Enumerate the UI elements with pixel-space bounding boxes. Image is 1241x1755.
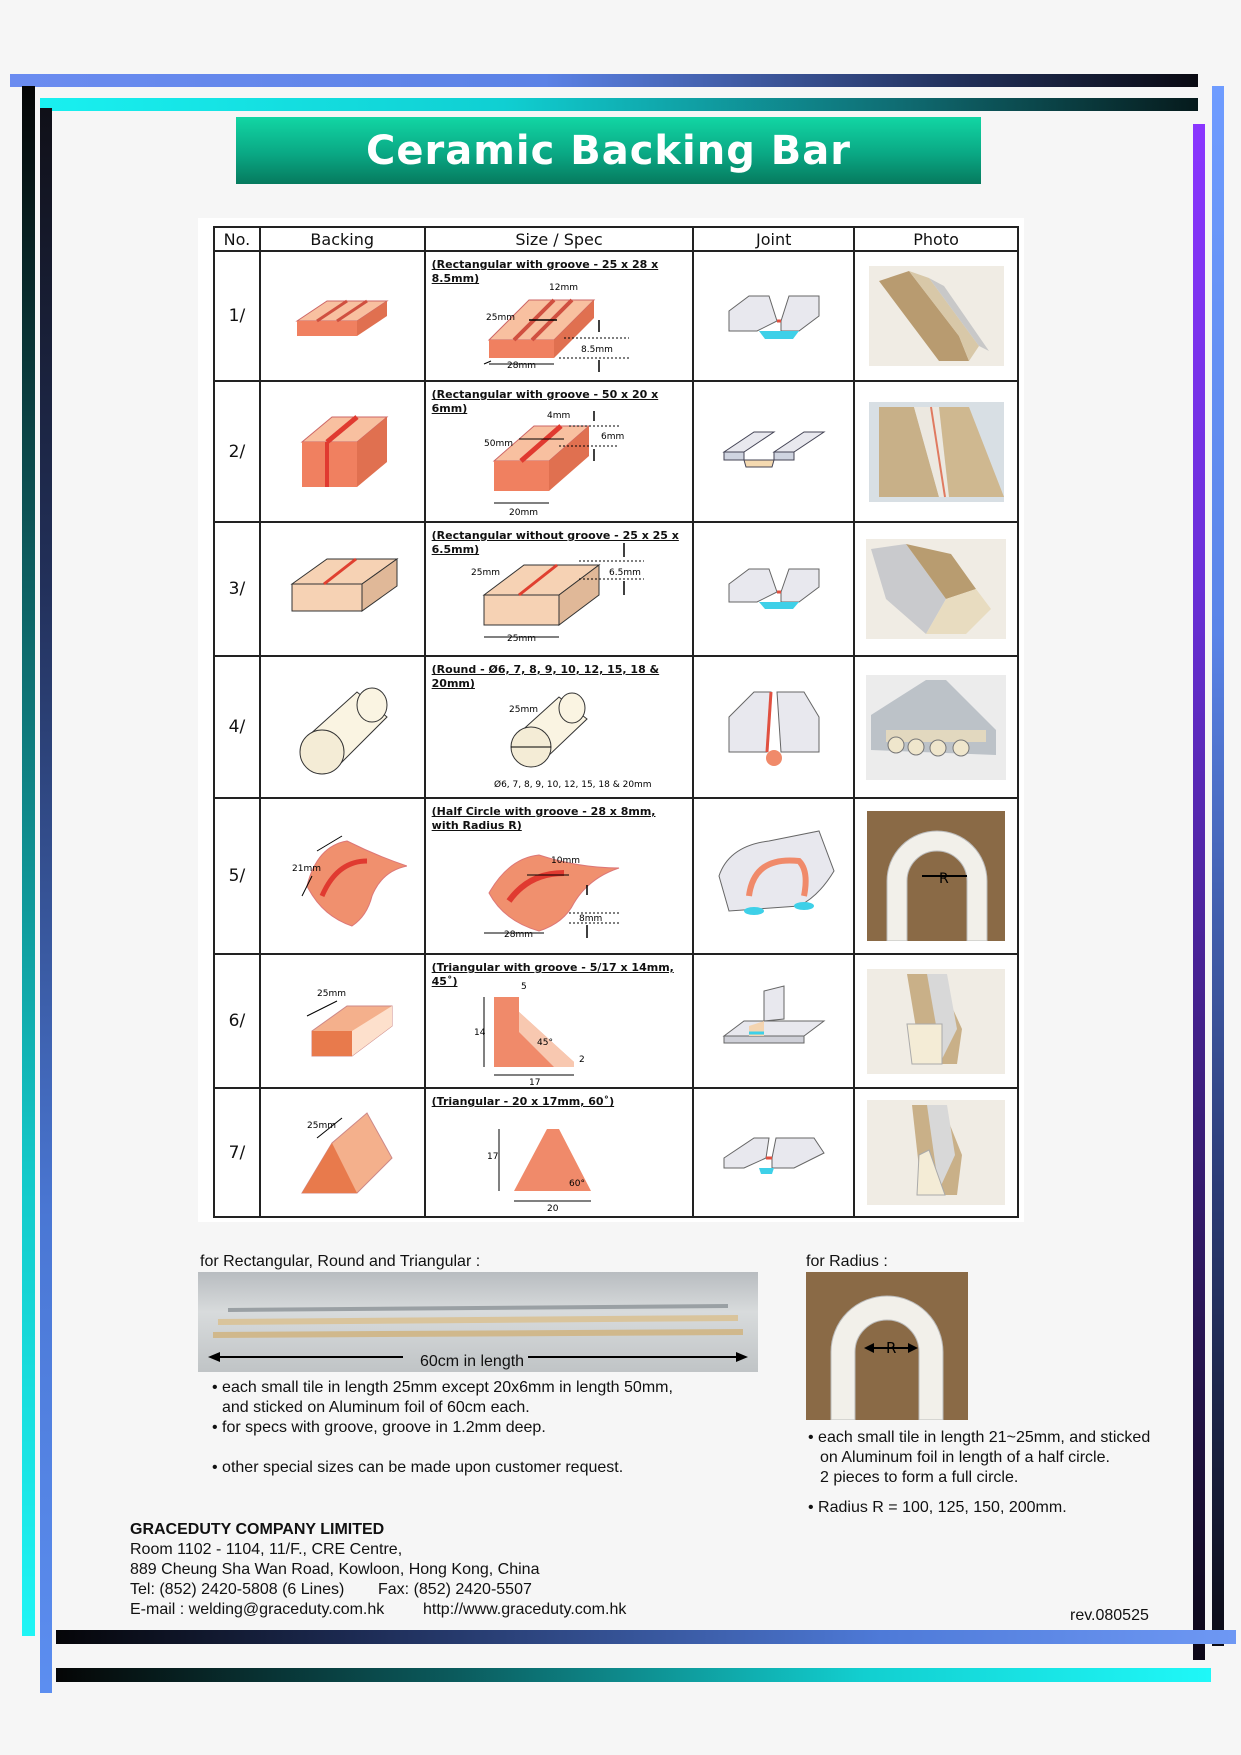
note-line: and sticked on Aluminum foil of 60cm each.	[222, 1399, 530, 1416]
dim-label: 6.5mm	[608, 568, 641, 578]
spec-drawing	[425, 522, 694, 656]
dim-label: 28mm	[503, 930, 533, 940]
dim-label: 2	[578, 1055, 585, 1065]
dim-label: 17	[528, 1078, 541, 1087]
header-backing: Backing	[260, 227, 425, 251]
joint-drawing	[693, 656, 854, 798]
spec-title-line2: with Radius R)	[431, 819, 522, 832]
company-name: GRACEDUTY COMPANY LIMITED	[130, 1521, 385, 1538]
notes-left-heading: for Rectangular, Round and Triangular :	[200, 1253, 481, 1270]
row-number: 4/	[214, 656, 260, 798]
backing-drawing	[260, 1088, 425, 1217]
rect-groove-backing-icon	[287, 281, 397, 351]
page-title-banner	[236, 117, 981, 184]
joint-drawing	[693, 954, 854, 1088]
dim-label: 25mm	[508, 705, 538, 715]
note-line: • each small tile in length 25mm except 20x6mm in length 50mm,	[212, 1379, 673, 1396]
backing-strip-photo	[198, 1272, 758, 1372]
radius-backing-photo	[806, 1272, 968, 1420]
note-line: • for specs with groove, groove in 1.2mm deep.	[212, 1419, 546, 1436]
dim-label: 14	[473, 1028, 486, 1038]
dim-label: 10mm	[550, 856, 580, 866]
table-row	[214, 1088, 1018, 1217]
backing-drawing	[260, 381, 425, 522]
row-number: 2/	[214, 381, 260, 522]
frame-bar-bottom	[56, 1668, 1211, 1682]
dim-label: 25mm	[470, 568, 500, 578]
backing-rod-photo-icon	[866, 675, 1006, 780]
pipe-joint-icon	[709, 826, 839, 926]
dim-label: 17	[486, 1152, 499, 1162]
spec-table	[213, 226, 1019, 1218]
notes-right-heading: for Radius :	[806, 1253, 888, 1270]
row-number: 7/	[214, 1088, 260, 1217]
spec-title: (Triangular with groove - 5/17 x 14mm, 45˚)	[431, 961, 674, 988]
table-row	[214, 954, 1018, 1088]
company-email[interactable]: E-mail : welding@graceduty.com.hk	[130, 1601, 385, 1618]
joint-drawing	[693, 251, 854, 381]
note-line: • other special sizes can be made upon customer request.	[212, 1459, 624, 1476]
dim-label: 8.5mm	[580, 345, 613, 355]
note-line: on Aluminum foil in length of a half circle.	[820, 1449, 1110, 1466]
backing-drawing	[260, 251, 425, 381]
v-joint-icon	[714, 1118, 834, 1188]
strip-length-label: 60cm in length	[420, 1353, 525, 1370]
frame-bar-left	[22, 86, 35, 1636]
frame-bar-bottom-inner	[56, 1630, 1236, 1644]
backing-drawing	[260, 954, 425, 1088]
butt-joint-icon	[719, 554, 829, 624]
radius-backing-photo-icon	[867, 811, 1005, 941]
dim-label: 45°	[536, 1038, 553, 1048]
dim-label: 60°	[568, 1179, 585, 1189]
dim-label: 12mm	[548, 283, 578, 293]
revision-label: rev.080525	[1070, 1607, 1149, 1624]
table-row	[214, 522, 1018, 656]
spec-title: (Rectangular with groove - 50 x 20 x 6mm)	[431, 388, 659, 415]
round-backing-icon	[287, 677, 397, 777]
header-joint: Joint	[693, 227, 854, 251]
joint-drawing	[693, 798, 854, 954]
row-number: 6/	[214, 954, 260, 1088]
company-website-link[interactable]: http://www.graceduty.com.hk	[423, 1601, 627, 1618]
note-line: • each small tile in length 21~25mm, and sticked	[808, 1429, 1151, 1446]
spec-drawing	[425, 381, 694, 522]
joint-drawing	[693, 1088, 854, 1217]
joint-drawing	[693, 522, 854, 656]
butt-joint-icon	[719, 281, 829, 351]
rect-backing-icon	[282, 549, 402, 629]
note-line: 2 pieces to form a full circle.	[820, 1469, 1019, 1486]
row-number: 3/	[214, 522, 260, 656]
triangular-spec-icon	[429, 1101, 689, 1216]
product-photo	[854, 251, 1018, 381]
backing-drawing	[260, 798, 425, 954]
spec-drawing	[425, 656, 694, 798]
frame-bar-right	[1212, 86, 1224, 1646]
radius-label: R	[939, 871, 949, 887]
product-photo	[854, 798, 1018, 954]
page-title: Ceramic Backing Bar	[366, 127, 851, 174]
table-row	[214, 381, 1018, 522]
dim-label: 8mm	[578, 914, 603, 924]
company-fax: Fax: (852) 2420-5507	[378, 1581, 532, 1598]
row-number: 5/	[214, 798, 260, 954]
backing-roll-photo-icon	[869, 266, 1004, 366]
company-tel: Tel: (852) 2420-5808 (6 Lines)	[130, 1581, 345, 1598]
dim-label: 6mm	[600, 431, 625, 442]
triangular-backing-photo-icon	[867, 1100, 1005, 1205]
dim-label: 25mm	[506, 634, 536, 644]
table-row	[214, 251, 1018, 381]
dim-label: 28mm	[506, 361, 536, 371]
frame-bar-top	[10, 74, 1198, 87]
note-line: • Radius R = 100, 125, 150, 200mm.	[808, 1499, 1067, 1516]
header-no: No.	[214, 227, 260, 251]
company-address-line2: 889 Cheung Sha Wan Road, Kowloon, Hong Kong, China	[130, 1561, 540, 1578]
backing-roll-photo-icon	[866, 539, 1006, 639]
butt-joint-icon	[714, 412, 834, 492]
dim-label: 21mm	[292, 864, 322, 874]
frame-bar-right-inner	[1193, 124, 1205, 1660]
spec-drawing	[425, 954, 694, 1088]
dim-label: Ø6, 7, 8, 9, 10, 12, 15, 18 & 20mm	[493, 780, 652, 790]
spec-title: (Half Circle with groove - 28 x 8mm,	[431, 805, 656, 818]
round-joint-icon	[719, 682, 829, 772]
triangular-groove-backing-icon	[282, 976, 402, 1066]
table-row	[214, 798, 1018, 954]
dim-label: 5	[520, 982, 527, 992]
table-row	[214, 656, 1018, 798]
spec-drawing	[425, 798, 694, 954]
dim-label: 4mm	[546, 410, 571, 421]
spec-table-panel	[198, 218, 1024, 1222]
header-spec: Size / Spec	[425, 227, 694, 251]
dim-label: 25mm	[317, 989, 347, 999]
radius-label: R	[886, 1339, 897, 1357]
half-circle-spec-icon	[429, 813, 689, 953]
spec-title: (Round - Ø6, 7, 8, 9, 10, 12, 15, 18 & 20mm)	[431, 663, 660, 690]
backing-drawing	[260, 656, 425, 798]
dim-label: 20	[546, 1204, 559, 1214]
product-photo	[854, 381, 1018, 522]
frame-bar-top-inner	[40, 98, 1198, 111]
spec-title: (Rectangular without groove - 25 x 25 x 6.5mm)	[431, 529, 679, 556]
company-address-line1: Room 1102 - 1104, 11/F., CRE Centre,	[130, 1541, 403, 1558]
header-photo: Photo	[854, 227, 1018, 251]
dim-label: 25mm	[307, 1120, 337, 1131]
fillet-joint-icon	[714, 981, 834, 1061]
dim-label: 50mm	[483, 438, 513, 449]
backing-roll-photo-icon	[869, 402, 1004, 502]
row-number: 1/	[214, 251, 260, 381]
joint-drawing	[693, 381, 854, 522]
spec-title: (Triangular - 20 x 17mm, 60˚)	[431, 1095, 615, 1108]
frame-bar-left-inner	[40, 108, 52, 1693]
backing-drawing	[260, 522, 425, 656]
half-circle-backing-icon	[277, 816, 407, 936]
product-photo	[854, 954, 1018, 1088]
spec-drawing	[425, 251, 694, 381]
triangular-backing-icon	[287, 1103, 397, 1203]
product-photo	[854, 1088, 1018, 1217]
product-photo	[854, 522, 1018, 656]
dim-label: 25mm	[485, 313, 515, 323]
table-header-row	[214, 227, 1018, 251]
dim-label: 20mm	[508, 507, 538, 518]
radius-backing-photo-icon	[806, 1272, 968, 1420]
spec-title: (Rectangular with groove - 25 x 28 x 8.5mm)	[431, 258, 659, 285]
rect-groove-backing-icon	[287, 407, 397, 497]
product-photo	[854, 656, 1018, 798]
spec-drawing	[425, 1088, 694, 1217]
triangular-backing-photo-icon	[867, 969, 1005, 1074]
